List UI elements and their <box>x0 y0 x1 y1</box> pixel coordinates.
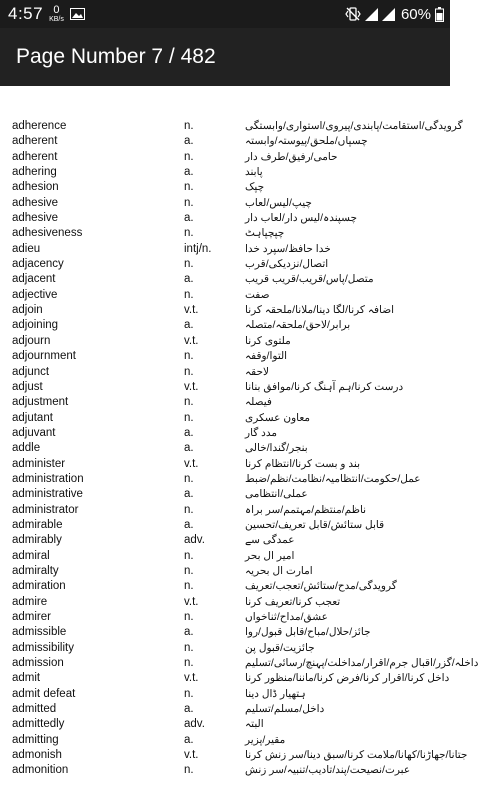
entry-part-of-speech: a. <box>184 626 194 639</box>
entry-word: adhesiveness <box>12 227 83 240</box>
entry-meaning: عملی/انتظامی <box>245 488 308 501</box>
list-item[interactable] <box>0 717 450 732</box>
list-item[interactable] <box>0 702 450 717</box>
entry-meaning: داخل/مسلم/تسلیم <box>245 703 325 716</box>
entry-meaning: جتانا/جھاڑنا/کھانا/ملامت کرنا/سبق دینا/سر زنش کرنا <box>245 749 468 762</box>
entry-part-of-speech: n. <box>184 196 194 209</box>
entry-word: administration <box>12 472 84 485</box>
entry-part-of-speech: n. <box>184 181 194 194</box>
entry-part-of-speech: intj/n. <box>184 242 212 255</box>
entry-meaning: لاحقہ <box>245 365 269 378</box>
list-item[interactable] <box>0 625 450 640</box>
entry-meaning: برابر/لاحق/ملحقہ/متصلہ <box>245 319 351 332</box>
entry-meaning: حامی/رفیق/طرف دار <box>245 150 338 163</box>
entry-part-of-speech: n. <box>184 657 194 670</box>
entry-part-of-speech: adv. <box>184 718 205 731</box>
entry-part-of-speech: n. <box>184 641 194 654</box>
list-item[interactable] <box>0 533 450 548</box>
entry-meaning: بنجر/گندا/خالی <box>245 442 308 455</box>
entry-part-of-speech: n. <box>184 396 194 409</box>
entry-word: admission <box>12 657 64 670</box>
entry-meaning: فیصلہ <box>245 396 272 409</box>
entry-part-of-speech: n. <box>184 611 194 623</box>
entry-word: adjournment <box>12 350 76 363</box>
entry-meaning: چسپندہ/لیس دار/لعاب دار <box>245 212 357 225</box>
entry-meaning: امارت ال بحریہ <box>245 564 313 577</box>
entry-meaning: جائزیت/قبول پن <box>245 641 315 654</box>
entry-word: adjustment <box>12 396 69 409</box>
list-item[interactable] <box>0 426 450 441</box>
entry-word: admissible <box>12 626 67 639</box>
entry-part-of-speech: n. <box>184 350 194 363</box>
list-item[interactable] <box>0 150 450 165</box>
entry-meaning: البتہ <box>245 718 264 731</box>
entry-part-of-speech: a. <box>184 488 194 501</box>
list-item[interactable] <box>0 518 450 533</box>
vibrate-icon <box>345 7 361 21</box>
entry-word: admirable <box>12 518 63 531</box>
status-icons <box>341 6 444 23</box>
entry-word: adjust <box>12 380 43 393</box>
entry-meaning: صفت <box>245 288 270 301</box>
entry-word: adhesive <box>12 196 59 209</box>
list-item[interactable] <box>0 748 468 763</box>
entry-part-of-speech: n. <box>184 150 194 163</box>
list-item[interactable] <box>0 180 450 195</box>
entry-word: admissibility <box>12 641 74 654</box>
entry-word: admiration <box>12 580 66 593</box>
entry-meaning: التوا/وقفہ <box>245 350 288 363</box>
list-item[interactable] <box>0 318 450 333</box>
list-item[interactable] <box>0 457 450 472</box>
list-item[interactable] <box>0 610 450 625</box>
entry-word: adhesive <box>12 212 59 225</box>
list-item[interactable] <box>0 595 450 610</box>
entry-word: adjoin <box>12 304 43 317</box>
entry-part-of-speech: v.t. <box>184 595 199 608</box>
entry-part-of-speech: n. <box>184 687 194 700</box>
entry-word: adjourn <box>12 334 51 347</box>
list-item[interactable] <box>0 687 450 702</box>
list-item[interactable] <box>0 165 450 180</box>
entry-meaning: جائز/حلال/مباح/قابل قبول/روا <box>245 626 371 639</box>
list-item[interactable] <box>0 733 450 748</box>
entry-meaning: گرویدگی/مدح/ستائش/تعجب/تعریف <box>245 580 397 593</box>
entry-part-of-speech: n. <box>184 503 194 516</box>
list-item[interactable] <box>0 411 450 426</box>
list-item[interactable] <box>0 472 450 487</box>
image-icon <box>70 8 85 20</box>
entry-word: adjunct <box>12 365 50 378</box>
list-item[interactable] <box>0 134 450 149</box>
entry-meaning: چپچپاہٹ <box>245 227 285 240</box>
entry-part-of-speech: n. <box>184 227 194 240</box>
data-rate-unit: KB/s <box>49 16 64 23</box>
entry-part-of-speech: n. <box>184 365 194 378</box>
entry-word: adjoining <box>12 319 59 332</box>
entry-word: administrative <box>12 488 83 501</box>
list-item[interactable] <box>0 549 450 564</box>
entry-word: admonition <box>12 764 69 777</box>
list-item[interactable] <box>0 334 450 349</box>
entry-word: admitting <box>12 733 59 746</box>
entry-meaning: متصل/پاس/قریب/قریب قریب <box>245 273 374 286</box>
signal-icon <box>365 8 378 21</box>
list-item[interactable] <box>0 579 450 594</box>
entry-part-of-speech: a. <box>184 442 194 455</box>
list-item[interactable] <box>0 257 450 272</box>
list-item[interactable] <box>0 763 450 778</box>
entry-meaning: ناظم/منتظم/مہتمم/سر براہ <box>245 503 367 516</box>
entry-word: admitted <box>12 703 57 716</box>
entry-part-of-speech: a. <box>184 135 194 148</box>
entry-part-of-speech: v.t. <box>184 749 199 762</box>
entry-part-of-speech: a. <box>184 273 194 286</box>
entry-meaning: چسپاں/ملحق/پیوستہ/وابستہ <box>245 135 368 148</box>
entry-meaning: معاون عسکری <box>245 411 311 424</box>
list-item[interactable] <box>0 119 463 134</box>
entry-word: adjective <box>12 288 58 301</box>
list-item[interactable] <box>0 211 450 226</box>
entry-word: admit defeat <box>12 687 76 700</box>
app-bar <box>0 28 450 86</box>
entry-meaning: بند و بست کرنا/انتظام کرنا <box>245 457 361 470</box>
entry-meaning: عشق/مداح/ثناخواں <box>245 611 328 623</box>
entry-part-of-speech: v.t. <box>184 380 199 393</box>
entry-word: adherent <box>12 150 58 163</box>
list-item[interactable] <box>0 303 450 318</box>
entry-word: adjutant <box>12 411 53 424</box>
entry-meaning: قابل ستائش/قابل تعریف/تحسین <box>245 518 385 531</box>
entry-meaning: داخل کرنا/اقرار کرنا/فرض کرنا/ماننا/منظور کرنا <box>245 672 450 685</box>
entry-meaning: اتصال/نزدیکی/قرب <box>245 258 329 271</box>
status-bar <box>0 0 450 28</box>
signal-icon <box>382 8 395 21</box>
list-item[interactable] <box>0 503 450 518</box>
entry-part-of-speech: n. <box>184 472 194 485</box>
entry-part-of-speech: a. <box>184 166 194 179</box>
entry-meaning: عمدگی سے <box>245 534 295 547</box>
entry-word: adjacency <box>12 258 64 271</box>
list-item[interactable] <box>0 671 450 686</box>
data-rate-value: 0 <box>53 4 60 16</box>
list-item[interactable] <box>0 641 450 656</box>
entry-meaning: چیپ/لیس/لعاب <box>245 196 312 209</box>
entry-word: adherent <box>12 135 58 148</box>
list-item[interactable] <box>0 288 450 303</box>
entry-word: adhering <box>12 166 57 179</box>
entry-meaning: چپک <box>245 181 265 194</box>
entry-meaning: داخلہ/گزر/اقبال جرم/اقرار/مداخلت/پہنچ/رسائی/تسلیم <box>245 657 478 670</box>
entry-word: adherence <box>12 120 67 132</box>
entry-meaning: گرویدگی/استقامت/پابندی/پیروی/استواری/وابستگی <box>245 120 463 132</box>
list-item[interactable] <box>0 441 450 456</box>
entry-word: administer <box>12 457 66 470</box>
entry-word: adjacent <box>12 273 56 286</box>
entry-word: admirer <box>12 611 51 623</box>
page-title: Page Number 7 / 482 <box>16 45 216 68</box>
list-item[interactable] <box>0 365 450 380</box>
entry-part-of-speech: n. <box>184 764 194 777</box>
entry-meaning: ہتھیار ڈال دینا <box>245 687 306 700</box>
entry-part-of-speech: n. <box>184 288 194 301</box>
entry-word: admiralty <box>12 564 59 577</box>
status-time: 4:57 <box>8 4 44 23</box>
entry-part-of-speech: v.t. <box>184 672 199 685</box>
entry-meaning: ملتوی کرنا <box>245 334 291 347</box>
entry-part-of-speech: n. <box>184 549 194 562</box>
entry-meaning: تعجب کرنا/تعریف کرنا <box>245 595 341 608</box>
entry-part-of-speech: n. <box>184 411 194 424</box>
battery-percent: 60% <box>400 5 431 23</box>
list-item[interactable] <box>0 395 450 410</box>
entry-part-of-speech: a. <box>184 703 194 716</box>
entry-meaning: امیر ال بحر <box>245 549 295 562</box>
entry-part-of-speech: a. <box>184 518 194 531</box>
list-item[interactable] <box>0 226 450 241</box>
entry-meaning: مقیر/پزیر <box>245 733 286 746</box>
entry-word: admire <box>12 595 48 608</box>
entry-meaning: خدا حافظ/سپرد خدا <box>245 242 331 255</box>
entry-meaning: پابند <box>245 166 263 179</box>
entry-part-of-speech: n. <box>184 580 194 593</box>
entry-part-of-speech: n. <box>184 564 194 577</box>
entry-part-of-speech: a. <box>184 319 194 332</box>
entry-word: adjuvant <box>12 426 56 439</box>
entry-word: adhesion <box>12 181 59 194</box>
entry-part-of-speech: v.t. <box>184 334 199 347</box>
entry-word: admonish <box>12 749 62 762</box>
entry-part-of-speech: v.t. <box>184 457 199 470</box>
entry-word: administrator <box>12 503 79 516</box>
entry-meaning: مدد گار <box>245 426 277 439</box>
dictionary-list[interactable] <box>0 119 478 779</box>
entry-word: addle <box>12 442 41 455</box>
entry-part-of-speech: v.t. <box>184 304 199 317</box>
list-item[interactable] <box>0 487 450 502</box>
entry-part-of-speech: a. <box>184 733 194 746</box>
battery-icon <box>435 7 444 22</box>
list-item[interactable] <box>0 349 450 364</box>
entry-part-of-speech: n. <box>184 258 194 271</box>
list-item[interactable] <box>0 564 450 579</box>
entry-part-of-speech: a. <box>184 212 194 225</box>
entry-word: admiral <box>12 549 50 562</box>
entry-word: admirably <box>12 534 62 547</box>
entry-meaning: درست کرنا/ہم آہنگ کرنا/موافق بنانا <box>245 380 404 393</box>
list-item[interactable] <box>0 380 450 395</box>
entry-part-of-speech: a. <box>184 426 194 439</box>
entry-meaning: عبرت/نصیحت/پند/تادیب/تنبیہ/سر زنش <box>245 764 411 777</box>
entry-meaning: اضافہ کرنا/لگا دینا/ملانا/ملحقہ کرنا <box>245 304 395 317</box>
list-item[interactable] <box>0 196 450 211</box>
entry-part-of-speech: n. <box>184 120 194 132</box>
data-rate-indicator <box>49 5 64 23</box>
entry-word: admittedly <box>12 718 65 731</box>
entry-meaning: عمل/حکومت/انتظامیہ/نظامت/نظم/ضبط <box>245 472 421 485</box>
entry-word: adieu <box>12 242 41 255</box>
entry-word: admit <box>12 672 41 685</box>
list-item[interactable] <box>0 272 450 287</box>
entry-part-of-speech: adv. <box>184 534 205 547</box>
list-item[interactable] <box>0 656 478 671</box>
list-item[interactable] <box>0 242 450 257</box>
